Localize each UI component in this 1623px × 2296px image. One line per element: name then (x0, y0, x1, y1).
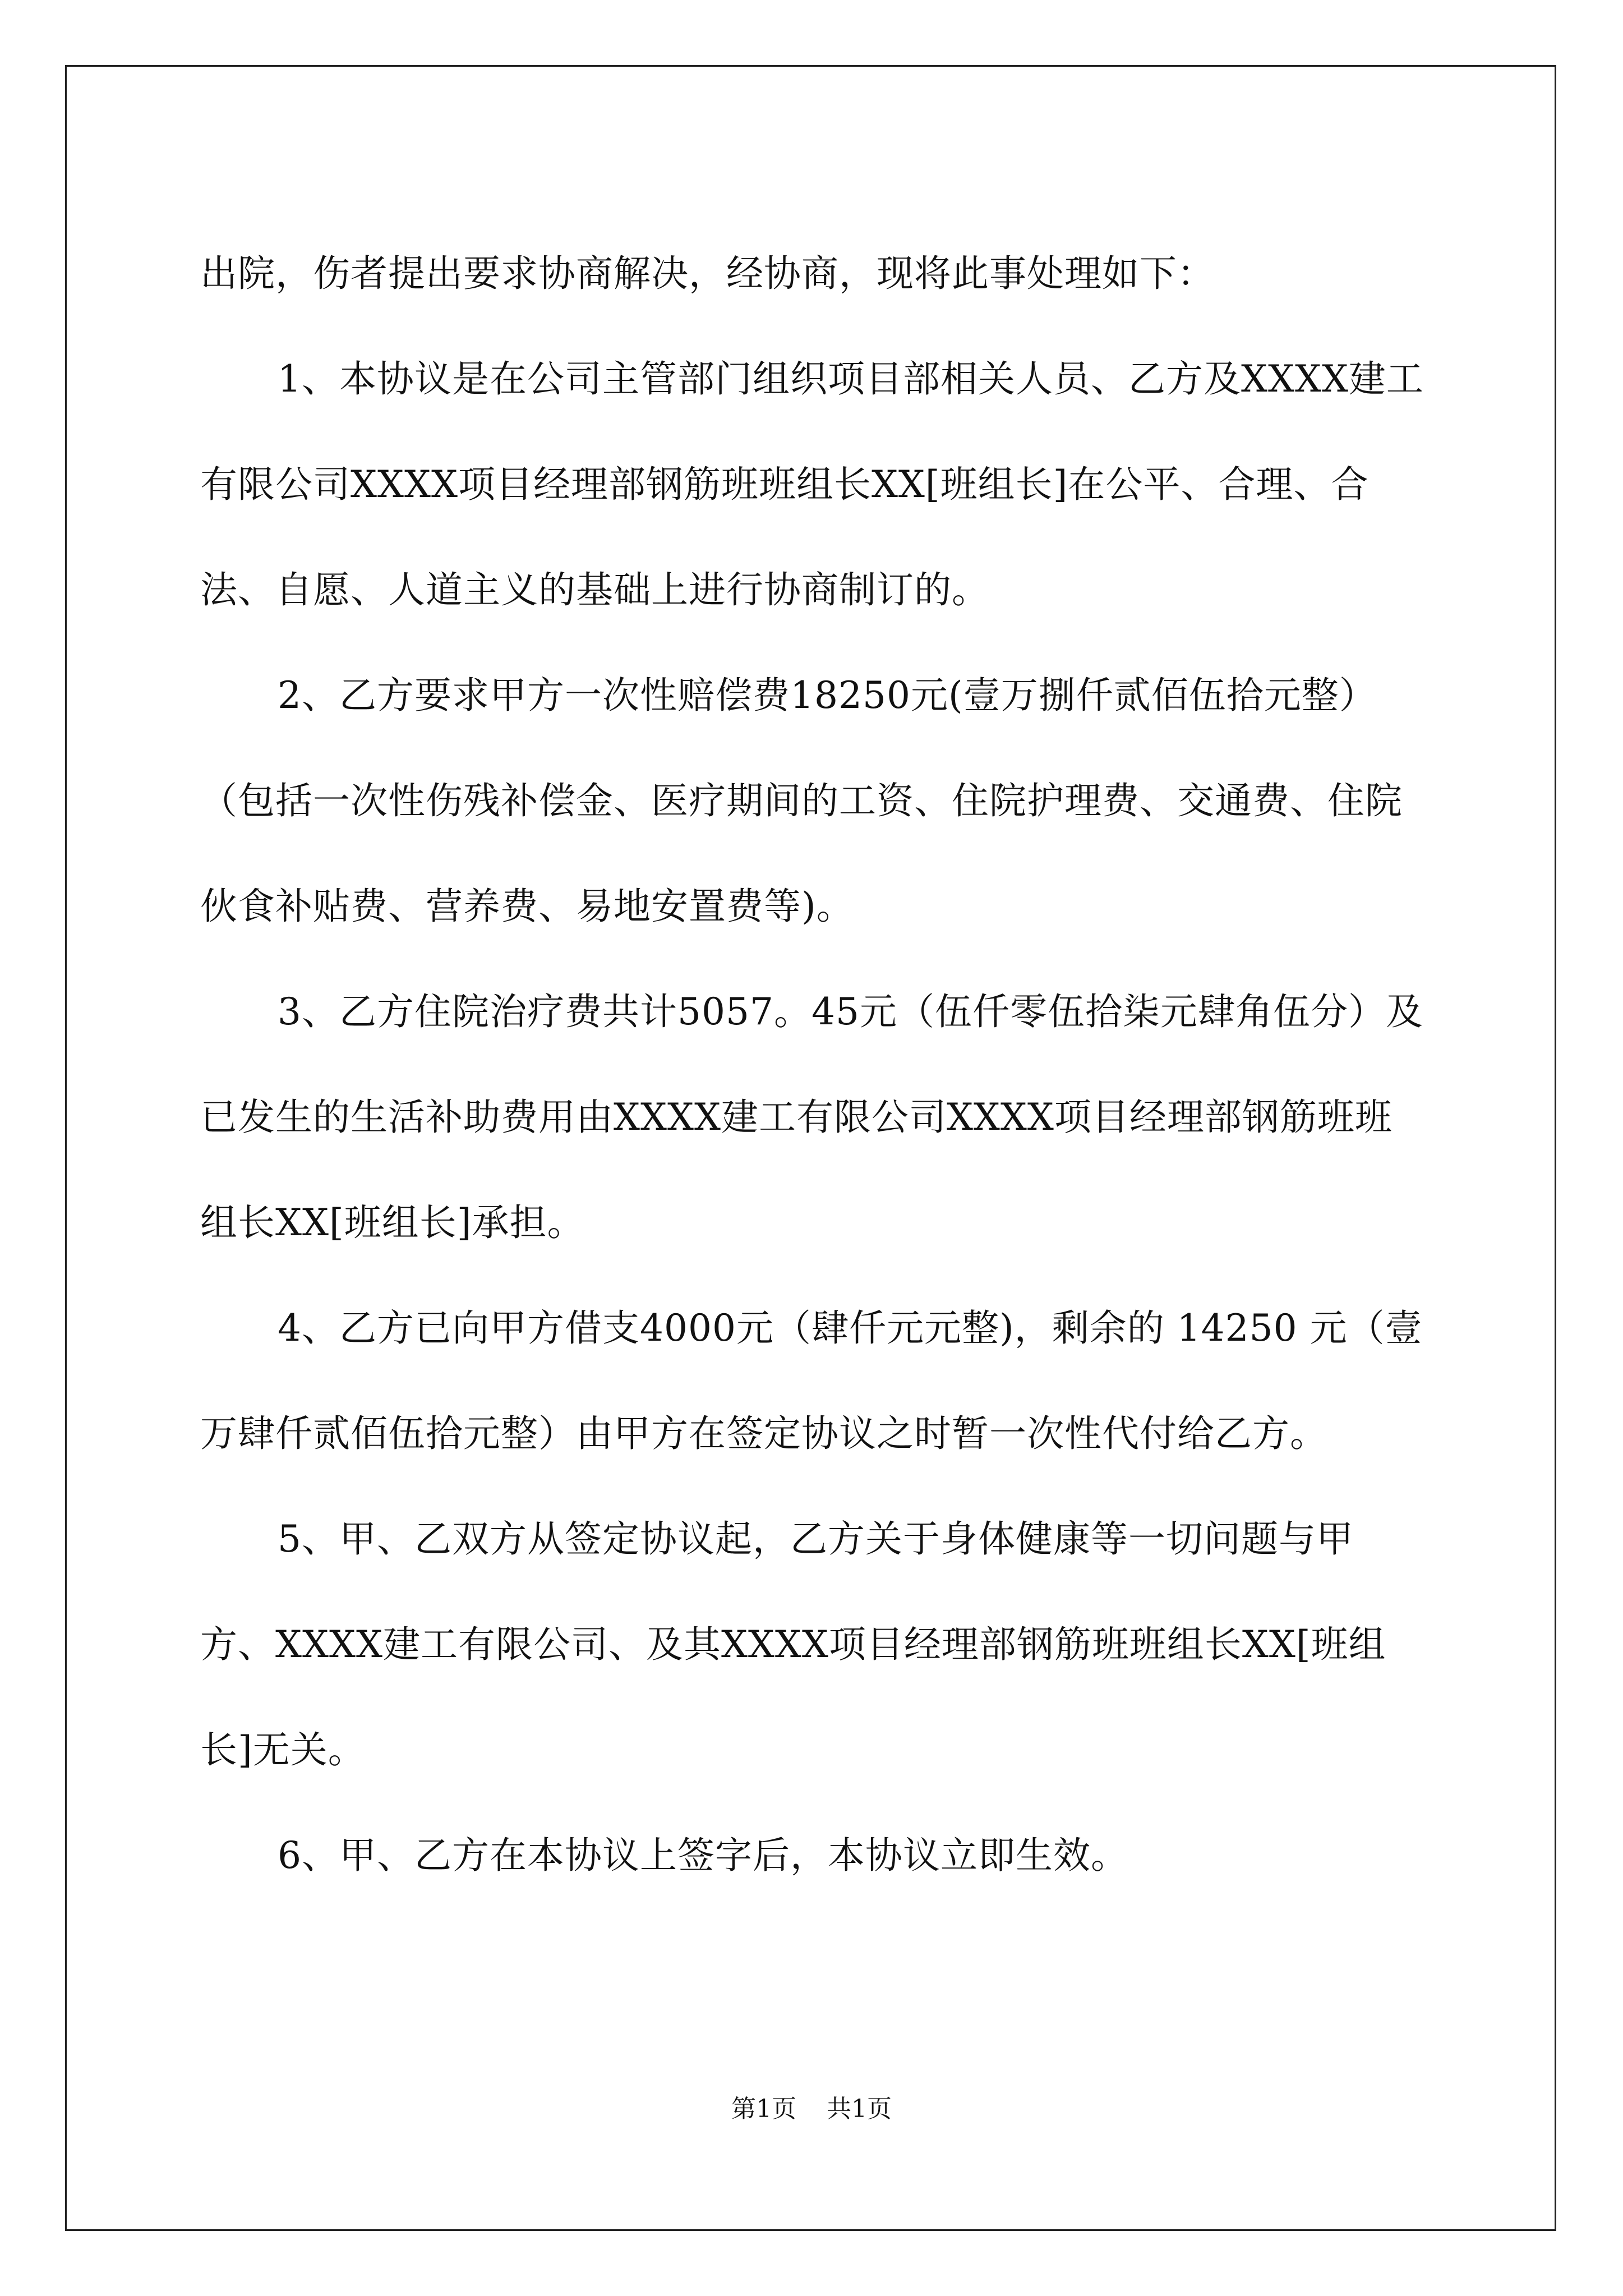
paragraph-item-2: 2、乙方要求甲方一次性赔偿费18250元(壹万捌仟贰佰伍拾元整）（包括一次性伤残补偿金、医疗期间的工资、住院护理费、交通费、住院伙食补贴费、营养费、易地安置费等)。 (200, 674, 1403, 928)
page-total: 共1页 (827, 2095, 892, 2123)
page-footer (0, 2092, 1623, 2126)
paragraph-item-1: 1、本协议是在公司主管部门组织项目部相关人员、乙方及XXXX建工有限公司XXXX项目经理部钢筋班班组长XX[班组长]在公平、合理、合法、自愿、人道主义的基础上进行协商制订的。 (200, 357, 1424, 611)
paragraph-item-5: 5、甲、乙双方从签定协议起，乙方关于身体健康等一切问题与甲方、XXXX建工有限公司、及其XXXX项目经理部钢筋班班组长XX[班组长]无关。 (200, 1517, 1386, 1772)
paragraph-item-3: 3、乙方住院治疗费共计5057。45元（伍仟零伍拾柒元肆角伍分）及已发生的生活补助费用由XXXX建工有限公司XXXX项目经理部钢筋班班组长XX[班组长]承担。 (200, 990, 1423, 1244)
paragraph-item-6: 6、甲、乙方在本协议上签字后，本协议立即生效。 (278, 1834, 1128, 1877)
paragraph-item-4: 4、乙方已向甲方借支4000元（肆仟元元整)，剩余的 14250 元（壹万肆仟贰佰伍拾元整）由甲方在签定协议之时暂一次性代付给乙方。 (200, 1306, 1423, 1455)
page-number: 第1页 (731, 2095, 796, 2123)
document-body (200, 221, 1428, 1908)
paragraph-continuation: 出院，伤者提出要求协商解决，经协商，现将此事处理如下： (200, 252, 1215, 295)
